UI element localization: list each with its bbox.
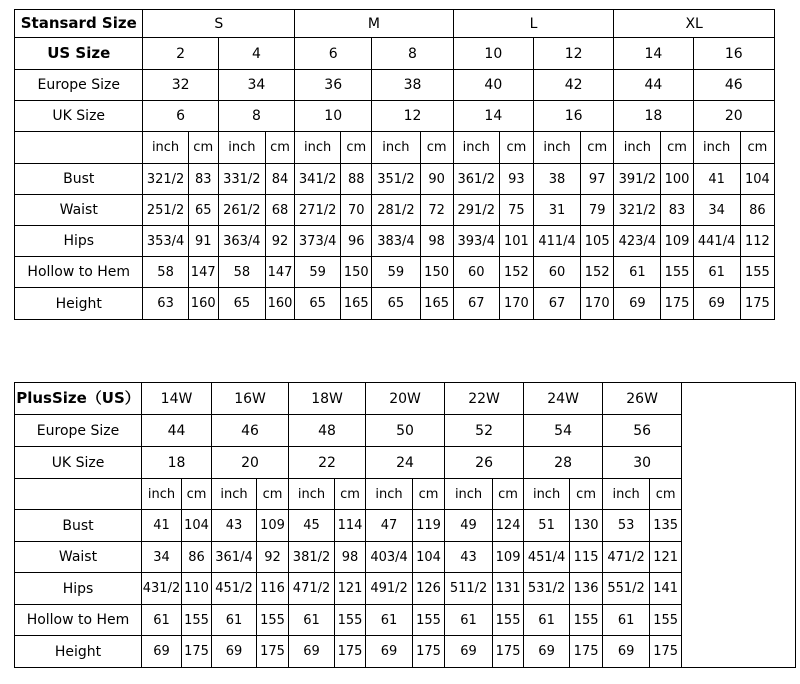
value-cell: 441/4: [693, 226, 740, 257]
value-cell: 100: [661, 164, 693, 195]
uk-size-row: [15, 447, 796, 479]
plus-size-header: PlusSize（US）: [15, 383, 142, 415]
value-cell: 551/2: [603, 573, 650, 605]
value-cell: 451/4: [524, 542, 570, 573]
value-cell: 69: [445, 636, 493, 668]
size-cell: 2: [143, 38, 218, 70]
value-cell: 65: [218, 288, 265, 320]
standard-size-table: [14, 9, 775, 320]
value-cell: 147: [188, 257, 218, 288]
value-cell: 155: [740, 257, 774, 288]
value-cell: 423/4: [614, 226, 661, 257]
value-cell: 155: [335, 605, 366, 636]
unit-cm: cm: [413, 479, 445, 510]
measurement-row-hollow-to-hem: [15, 257, 775, 288]
unit-cm: cm: [257, 479, 289, 510]
value-cell: 353/4: [143, 226, 188, 257]
value-cell: 170: [499, 288, 533, 320]
size-cell: 12: [372, 101, 453, 132]
value-cell: 160: [265, 288, 294, 320]
unit-inch: inch: [524, 479, 570, 510]
value-cell: 116: [257, 573, 289, 605]
value-cell: 150: [420, 257, 453, 288]
unit-inch: inch: [212, 479, 257, 510]
size-cell: 14: [614, 38, 693, 70]
size-cell: 42: [533, 70, 613, 101]
value-cell: 84: [265, 164, 294, 195]
row-label: Europe Size: [15, 70, 143, 101]
measurement-row-waist: [15, 195, 775, 226]
value-cell: 51: [524, 510, 570, 542]
row-label: US Size: [15, 38, 143, 70]
value-cell: 451/2: [212, 573, 257, 605]
value-cell: 97: [581, 164, 614, 195]
row-label: Height: [15, 288, 143, 320]
value-cell: 104: [182, 510, 212, 542]
value-cell: 155: [182, 605, 212, 636]
value-cell: 34: [693, 195, 740, 226]
size-cell: 26: [445, 447, 524, 479]
value-cell: 155: [257, 605, 289, 636]
unit-inch: inch: [603, 479, 650, 510]
size-cell: 46: [212, 415, 289, 447]
size-cell: 38: [372, 70, 453, 101]
size-group-m: M: [295, 10, 454, 38]
value-cell: 155: [570, 605, 603, 636]
value-cell: 175: [182, 636, 212, 668]
unit-cm: cm: [188, 132, 218, 164]
size-cell: 32: [143, 70, 218, 101]
measurement-row-height: [15, 636, 796, 668]
size-group-l: L: [453, 10, 614, 38]
value-cell: 331/2: [218, 164, 265, 195]
value-cell: 45: [289, 510, 335, 542]
value-cell: 271/2: [295, 195, 341, 226]
size-cell: 14W: [142, 383, 212, 415]
value-cell: 281/2: [372, 195, 420, 226]
unit-inch: inch: [143, 132, 188, 164]
measurement-row-bust: [15, 164, 775, 195]
value-cell: 60: [453, 257, 499, 288]
value-cell: 511/2: [445, 573, 493, 605]
value-cell: 491/2: [366, 573, 413, 605]
value-cell: 90: [420, 164, 453, 195]
unit-cm: cm: [341, 132, 372, 164]
value-cell: 155: [650, 605, 682, 636]
value-cell: 403/4: [366, 542, 413, 573]
value-cell: 351/2: [372, 164, 420, 195]
size-cell: 30: [603, 447, 682, 479]
value-cell: 152: [581, 257, 614, 288]
size-cell: 56: [603, 415, 682, 447]
row-label: Hips: [15, 573, 142, 605]
row-label: UK Size: [15, 101, 143, 132]
value-cell: 114: [335, 510, 366, 542]
value-cell: 93: [499, 164, 533, 195]
unit-row: [15, 479, 796, 510]
size-cell: 14: [453, 101, 533, 132]
value-cell: 124: [493, 510, 524, 542]
size-cell: 24W: [524, 383, 603, 415]
value-cell: 141: [650, 573, 682, 605]
value-cell: 101: [499, 226, 533, 257]
size-cell: 20W: [366, 383, 445, 415]
value-cell: 86: [740, 195, 774, 226]
value-cell: 31: [533, 195, 580, 226]
value-cell: 61: [289, 605, 335, 636]
value-cell: 92: [265, 226, 294, 257]
measurement-row-waist: [15, 542, 796, 573]
value-cell: 53: [603, 510, 650, 542]
size-cell: 26W: [603, 383, 682, 415]
value-cell: 110: [182, 573, 212, 605]
value-cell: 70: [341, 195, 372, 226]
size-cell: 8: [372, 38, 453, 70]
unit-inch: inch: [142, 479, 182, 510]
value-cell: 109: [493, 542, 524, 573]
size-cell: 20: [693, 101, 774, 132]
row-label: Hollow to Hem: [15, 257, 143, 288]
value-cell: 69: [142, 636, 182, 668]
size-cell: 34: [218, 70, 294, 101]
value-cell: 65: [372, 288, 420, 320]
unit-inch: inch: [693, 132, 740, 164]
value-cell: 150: [341, 257, 372, 288]
value-cell: 391/2: [614, 164, 661, 195]
value-cell: 43: [445, 542, 493, 573]
value-cell: 381/2: [289, 542, 335, 573]
unit-cm: cm: [265, 132, 294, 164]
size-cell: 28: [524, 447, 603, 479]
unit-cm: cm: [182, 479, 212, 510]
value-cell: 393/4: [453, 226, 499, 257]
size-cell: 54: [524, 415, 603, 447]
size-cell: 16W: [212, 383, 289, 415]
value-cell: 147: [265, 257, 294, 288]
size-cell: 22: [289, 447, 366, 479]
unit-cm: cm: [650, 479, 682, 510]
value-cell: 341/2: [295, 164, 341, 195]
uk-size-row: [15, 101, 775, 132]
size-cell: 48: [289, 415, 366, 447]
value-cell: 411/4: [533, 226, 580, 257]
value-cell: 34: [142, 542, 182, 573]
size-cell: 40: [453, 70, 533, 101]
value-cell: 175: [740, 288, 774, 320]
value-cell: 175: [650, 636, 682, 668]
size-cell: 10: [453, 38, 533, 70]
value-cell: 79: [581, 195, 614, 226]
value-cell: 61: [142, 605, 182, 636]
unit-cm: cm: [570, 479, 603, 510]
unit-row-label: [15, 132, 143, 164]
measurement-row-hips: [15, 573, 796, 605]
value-cell: 67: [453, 288, 499, 320]
value-cell: 131: [493, 573, 524, 605]
row-label: Bust: [15, 164, 143, 195]
value-cell: 59: [372, 257, 420, 288]
value-cell: 86: [182, 542, 212, 573]
value-cell: 61: [524, 605, 570, 636]
value-cell: 152: [499, 257, 533, 288]
row-label: Waist: [15, 542, 142, 573]
value-cell: 69: [693, 288, 740, 320]
unit-cm: cm: [420, 132, 453, 164]
value-cell: 104: [413, 542, 445, 573]
unit-cm: cm: [335, 479, 366, 510]
value-cell: 88: [341, 164, 372, 195]
value-cell: 155: [661, 257, 693, 288]
value-cell: 251/2: [143, 195, 188, 226]
size-cell: 8: [218, 101, 294, 132]
measurement-row-hollow-to-hem: [15, 605, 796, 636]
size-cell: 24: [366, 447, 445, 479]
value-cell: 531/2: [524, 573, 570, 605]
value-cell: 61: [212, 605, 257, 636]
row-label: Hips: [15, 226, 143, 257]
value-cell: 69: [524, 636, 570, 668]
size-cell: 52: [445, 415, 524, 447]
value-cell: 471/2: [289, 573, 335, 605]
value-cell: 91: [188, 226, 218, 257]
size-cell: 10: [295, 101, 372, 132]
value-cell: 63: [143, 288, 188, 320]
size-cell: 6: [295, 38, 372, 70]
value-cell: 121: [650, 542, 682, 573]
us-size-row: [15, 38, 775, 70]
size-cell: 44: [614, 70, 693, 101]
unit-cm: cm: [581, 132, 614, 164]
unit-inch: inch: [366, 479, 413, 510]
size-cell: 36: [295, 70, 372, 101]
value-cell: 67: [533, 288, 580, 320]
value-cell: 41: [693, 164, 740, 195]
size-cell: 16: [533, 101, 613, 132]
value-cell: 72: [420, 195, 453, 226]
value-cell: 68: [265, 195, 294, 226]
value-cell: 58: [143, 257, 188, 288]
value-cell: 165: [420, 288, 453, 320]
size-cell: 18: [142, 447, 212, 479]
value-cell: 135: [650, 510, 682, 542]
size-cell: 46: [693, 70, 774, 101]
value-cell: 105: [581, 226, 614, 257]
row-label: Europe Size: [15, 415, 142, 447]
value-cell: 69: [603, 636, 650, 668]
measurement-row-bust: [15, 510, 796, 542]
value-cell: 155: [413, 605, 445, 636]
value-cell: 47: [366, 510, 413, 542]
value-cell: 92: [257, 542, 289, 573]
value-cell: 136: [570, 573, 603, 605]
size-group-s: S: [143, 10, 295, 38]
row-label: Hollow to Hem: [15, 605, 142, 636]
value-cell: 321/2: [614, 195, 661, 226]
value-cell: 61: [445, 605, 493, 636]
value-cell: 261/2: [218, 195, 265, 226]
value-cell: 109: [661, 226, 693, 257]
value-cell: 175: [493, 636, 524, 668]
size-cell: 12: [533, 38, 613, 70]
value-cell: 361/2: [453, 164, 499, 195]
size-cell: 18: [614, 101, 693, 132]
value-cell: 115: [570, 542, 603, 573]
value-cell: 69: [366, 636, 413, 668]
unit-inch: inch: [445, 479, 493, 510]
row-label: Waist: [15, 195, 143, 226]
size-cell: 18W: [289, 383, 366, 415]
value-cell: 104: [740, 164, 774, 195]
value-cell: 61: [603, 605, 650, 636]
value-cell: 75: [499, 195, 533, 226]
value-cell: 61: [693, 257, 740, 288]
row-label: UK Size: [15, 447, 142, 479]
blank-column: [682, 383, 796, 668]
size-cell: 22W: [445, 383, 524, 415]
unit-inch: inch: [372, 132, 420, 164]
value-cell: 119: [413, 510, 445, 542]
size-cell: 6: [143, 101, 218, 132]
value-cell: 98: [335, 542, 366, 573]
value-cell: 363/4: [218, 226, 265, 257]
size-cell: 20: [212, 447, 289, 479]
value-cell: 112: [740, 226, 774, 257]
value-cell: 175: [413, 636, 445, 668]
value-cell: 69: [614, 288, 661, 320]
measurement-row-height: [15, 288, 775, 320]
value-cell: 175: [661, 288, 693, 320]
value-cell: 175: [257, 636, 289, 668]
value-cell: 41: [142, 510, 182, 542]
unit-inch: inch: [295, 132, 341, 164]
value-cell: 98: [420, 226, 453, 257]
value-cell: 130: [570, 510, 603, 542]
value-cell: 175: [570, 636, 603, 668]
unit-row: [15, 132, 775, 164]
measurement-row-hips: [15, 226, 775, 257]
value-cell: 471/2: [603, 542, 650, 573]
europe-size-row: [15, 70, 775, 101]
value-cell: 361/4: [212, 542, 257, 573]
value-cell: 383/4: [372, 226, 420, 257]
value-cell: 109: [257, 510, 289, 542]
unit-inch: inch: [614, 132, 661, 164]
value-cell: 38: [533, 164, 580, 195]
size-cell: 4: [218, 38, 294, 70]
plus-size-row: [15, 383, 796, 415]
value-cell: 58: [218, 257, 265, 288]
value-cell: 61: [366, 605, 413, 636]
value-cell: 126: [413, 573, 445, 605]
unit-inch: inch: [453, 132, 499, 164]
value-cell: 59: [295, 257, 341, 288]
unit-row-label: [15, 479, 142, 510]
value-cell: 291/2: [453, 195, 499, 226]
value-cell: 96: [341, 226, 372, 257]
value-cell: 155: [493, 605, 524, 636]
unit-inch: inch: [289, 479, 335, 510]
value-cell: 121: [335, 573, 366, 605]
unit-inch: inch: [218, 132, 265, 164]
row-label: Height: [15, 636, 142, 668]
value-cell: 160: [188, 288, 218, 320]
europe-size-row: [15, 415, 796, 447]
value-cell: 83: [661, 195, 693, 226]
value-cell: 83: [188, 164, 218, 195]
size-cell: 16: [693, 38, 774, 70]
value-cell: 61: [614, 257, 661, 288]
value-cell: 65: [188, 195, 218, 226]
value-cell: 69: [289, 636, 335, 668]
size-group-xl: XL: [614, 10, 775, 38]
value-cell: 170: [581, 288, 614, 320]
plus-size-table: [14, 382, 796, 668]
row-label: Bust: [15, 510, 142, 542]
value-cell: 49: [445, 510, 493, 542]
unit-cm: cm: [493, 479, 524, 510]
unit-cm: cm: [499, 132, 533, 164]
value-cell: 60: [533, 257, 580, 288]
unit-cm: cm: [740, 132, 774, 164]
value-cell: 43: [212, 510, 257, 542]
value-cell: 65: [295, 288, 341, 320]
value-cell: 69: [212, 636, 257, 668]
value-cell: 175: [335, 636, 366, 668]
value-cell: 165: [341, 288, 372, 320]
size-cell: 44: [142, 415, 212, 447]
value-cell: 431/2: [142, 573, 182, 605]
standard-size-header: Stansard Size: [15, 10, 143, 38]
size-cell: 50: [366, 415, 445, 447]
size-group-row: [15, 10, 775, 38]
unit-cm: cm: [661, 132, 693, 164]
value-cell: 321/2: [143, 164, 188, 195]
value-cell: 373/4: [295, 226, 341, 257]
unit-inch: inch: [533, 132, 580, 164]
